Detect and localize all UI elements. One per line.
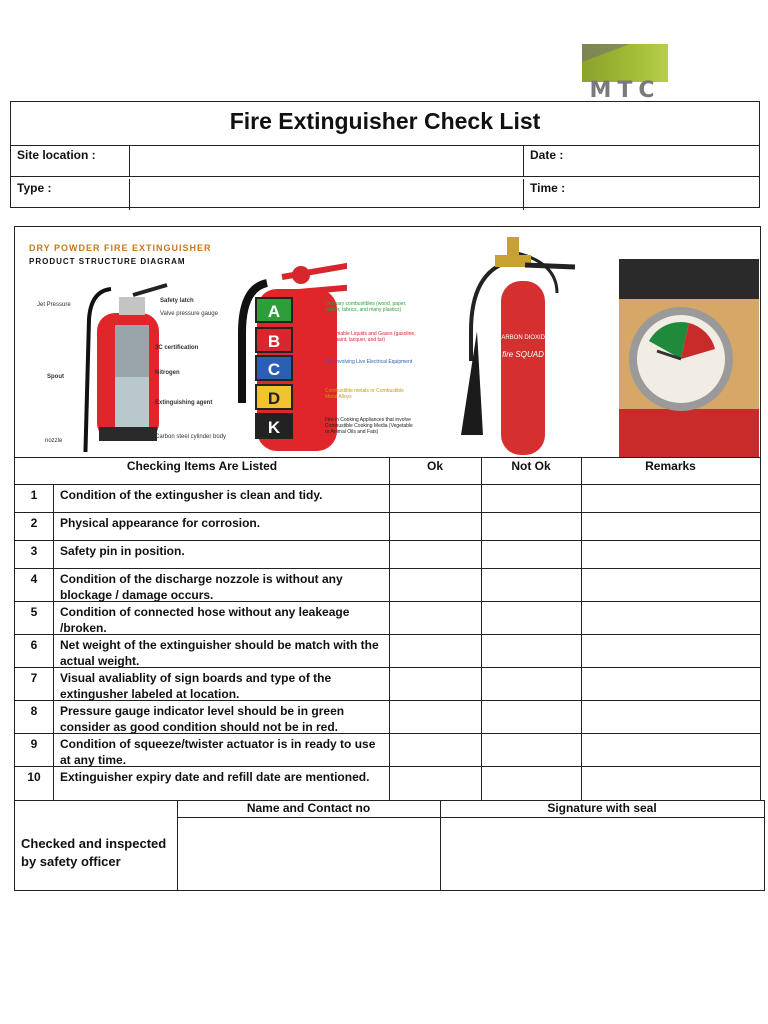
label-body: Carbon steel cylinder body (155, 434, 227, 440)
ok-cell[interactable] (390, 734, 481, 766)
remarks-cell[interactable] (582, 767, 760, 801)
ok-cell[interactable] (390, 701, 481, 733)
checklist-table (14, 226, 761, 801)
header-table (10, 101, 760, 208)
header-row-site (11, 146, 759, 177)
table-header-row (15, 457, 760, 485)
label-jet-pressure: Jet Pressure (37, 302, 71, 308)
document-title: Fire Extinguisher Check List (11, 102, 759, 146)
not-ok-cell[interactable] (482, 541, 581, 568)
row-number: 5 (30, 605, 38, 619)
table-row (15, 485, 760, 513)
check-item-text: Condition of the discharge nozzole is without any blockage / damage occurs. (60, 572, 343, 602)
company-logo (582, 44, 668, 101)
remarks-header: Remarks (645, 459, 696, 473)
label-nozzle: nozzle (45, 438, 63, 444)
ok-cell[interactable] (390, 635, 481, 667)
date-label: Date : (530, 148, 564, 162)
extinguisher-images (15, 227, 760, 457)
remarks-cell[interactable] (582, 602, 760, 634)
label-agent: Extinguishing agent (155, 400, 213, 406)
checked-by-label: Checked and inspected by safety officer (21, 836, 167, 869)
table-row (15, 701, 760, 734)
check-item-text: Condition of the extingusher is clean and tidy. (60, 488, 323, 502)
signature-header: Signature with seal (440, 801, 764, 818)
fire-class-c-desc: Fire Involving Live Electrical Equipment (325, 359, 413, 365)
fire-class-a-desc: Ordinary combustibles (wood, paper, rubber, fabrics, and many plastics) (325, 301, 407, 313)
ok-cell[interactable] (390, 513, 481, 540)
table-row (15, 635, 760, 668)
remarks-cell[interactable] (582, 513, 760, 540)
label-valve-gauge: Valve pressure gauge (160, 311, 218, 317)
name-contact-field[interactable] (178, 819, 439, 889)
row-number: 2 (30, 516, 38, 530)
table-row (15, 668, 760, 701)
fire-class-b-desc: Flammable Liquids and Gases (gasoline, oils, paint, lacquer, and tar) (325, 331, 416, 343)
ok-header: Ok (426, 459, 443, 473)
header-row-type (11, 179, 759, 210)
check-item-text: Extinguisher expiry date and refill date are mentioned. (60, 770, 370, 784)
row-number: 7 (30, 671, 38, 685)
row-number: 4 (30, 572, 38, 586)
table-row (15, 602, 760, 635)
row-number: 10 (27, 770, 41, 784)
ok-cell[interactable] (390, 767, 481, 801)
fire-class-d-icon: D (255, 384, 293, 410)
fire-class-k-desc: Fire in Cooking Appliances that involve Combustible Cooking Media (Vegetable or Animal Oils and Fats) (325, 417, 413, 435)
not-ok-cell[interactable] (482, 485, 581, 512)
remarks-cell[interactable] (582, 668, 760, 700)
check-item-text: Pressure gauge indicator level should be in green consider as good condition should not be in red. (60, 704, 345, 734)
signature-field[interactable] (441, 819, 764, 889)
type-label: Type : (11, 179, 130, 210)
check-item-text: Physical appearance for corrosion. (60, 516, 261, 530)
row-number: 9 (30, 737, 38, 751)
ok-cell[interactable] (390, 602, 481, 634)
check-item-text: Safety pin in position. (60, 544, 185, 558)
co2-extinguisher-icon (447, 231, 577, 457)
items-header: Checking Items Are Listed (126, 459, 278, 473)
fire-class-d-desc: Combustible metals or Combustible Metal Alloys (325, 388, 404, 400)
table-row (15, 767, 760, 801)
not-ok-cell[interactable] (482, 569, 581, 601)
not-ok-cell[interactable] (482, 668, 581, 700)
not-ok-cell[interactable] (482, 701, 581, 733)
not-ok-cell[interactable] (482, 602, 581, 634)
co2-label: CARBON DIOXIDE (496, 335, 550, 341)
row-number: 8 (30, 704, 38, 718)
ok-cell[interactable] (390, 569, 481, 601)
time-label: Time : (530, 181, 566, 195)
diagram-title: DRY POWDER FIRE EXTINGUISHER (29, 243, 212, 253)
label-spout: Spout (47, 374, 64, 380)
check-item-text: Condition of connected hose without any leakeage /broken. (60, 605, 350, 635)
diagram-subtitle: PRODUCT STRUCTURE DIAGRAM (29, 257, 186, 266)
name-contact-header: Name and Contact no (177, 801, 440, 818)
check-item-text: Net weight of the extinguisher should be match with the actual weight. (60, 638, 379, 668)
remarks-cell[interactable] (582, 569, 760, 601)
row-number: 1 (30, 488, 38, 502)
ok-cell[interactable] (390, 541, 481, 568)
pressure-gauge-photo (619, 259, 759, 457)
ok-cell[interactable] (390, 485, 481, 512)
not-ok-cell[interactable] (482, 767, 581, 801)
remarks-cell[interactable] (582, 485, 760, 512)
ok-cell[interactable] (390, 668, 481, 700)
inspection-footer (14, 800, 765, 891)
fire-class-b-icon: B (255, 327, 293, 353)
not-ok-header: Not Ok (511, 459, 551, 473)
not-ok-cell[interactable] (482, 734, 581, 766)
fire-class-a-icon: A (255, 297, 293, 323)
type-field[interactable] (130, 179, 524, 210)
co2-brand: fire SQUAD (502, 350, 544, 359)
table-row (15, 541, 760, 569)
row-number: 6 (30, 638, 38, 652)
label-cert: 3C certification (155, 345, 199, 351)
check-item-text: Visual avaliablity of sign boards and type of the extingusher labeled at location. (60, 671, 332, 701)
row-number: 3 (30, 544, 38, 558)
fire-class-k-icon: K (255, 413, 293, 439)
remarks-cell[interactable] (582, 701, 760, 733)
table-row (15, 569, 760, 602)
site-location-label: Site location : (11, 146, 130, 176)
site-location-field[interactable] (130, 146, 524, 176)
table-row (15, 734, 760, 767)
remarks-cell[interactable] (582, 635, 760, 667)
fire-class-c-icon: C (255, 355, 293, 381)
not-ok-cell[interactable] (482, 635, 581, 667)
table-row (15, 513, 760, 541)
label-nitrogen: Nitrogen (155, 370, 180, 376)
check-item-text: Condition of squeeze/twister actuator is in ready to use at any time. (60, 737, 376, 767)
not-ok-cell[interactable] (482, 513, 581, 540)
logo-text: MTC (589, 78, 661, 101)
remarks-cell[interactable] (582, 541, 760, 568)
remarks-cell[interactable] (582, 734, 760, 766)
label-safety-latch: Safety latch (160, 298, 194, 304)
